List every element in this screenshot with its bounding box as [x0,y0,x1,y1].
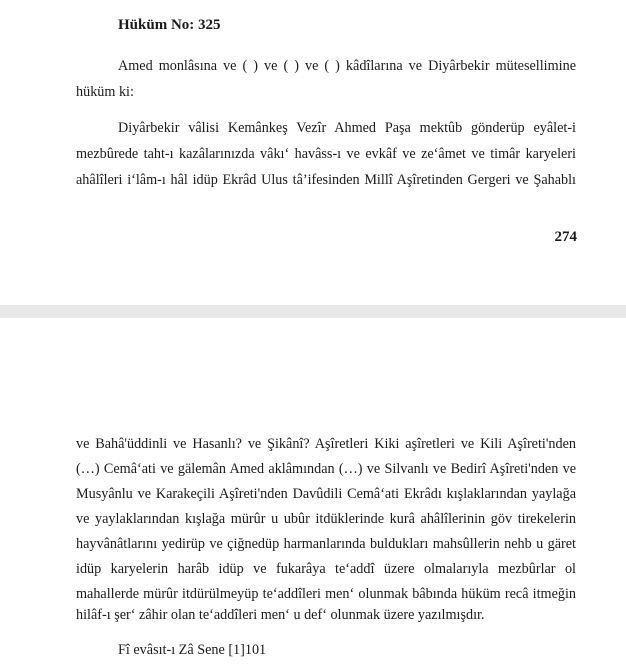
body-line: mezbûrede taht-ı kazâlarınızda vâkı‘ havâss-ı ve evkâf ve ze‘âmet ve timâr karyeleri [76,146,576,162]
body-line: hilâf-ı şer‘ zâhir olan te‘addîleri men‘ u def‘ olunmak üzere yazılmışdır. [76,607,485,623]
document-page-top [0,0,626,305]
body-line: idüp karyelerin harâb idüp ve fukarâya te‘addî üzere olmalarıyla mezbûrlar ol [76,561,576,577]
page-separator [0,305,626,318]
body-line: Diyârbekir vâlisi Kemânkeş Vezîr Ahmed Paşa mektûb gönderüp eyâlet-i [118,120,576,136]
document-page-bottom [0,318,626,664]
body-line: ve yaylaklarından kışlağa mürûr u ubûr itdüklerinde kurâ ahâlîlerinin göv tirekelerin [76,511,576,527]
date-line: Fî evâsıt-ı Zâ Sene [1]101 [118,642,267,658]
address-line: Amed monlâsına ve ( ) ve ( ) ve ( ) kâdîlarına ve Diyârbekir mütesellimine [118,58,576,74]
address-line: hüküm ki: [76,84,134,100]
body-line: hayvânâtlarını yedirüp ve çiğnedüp harmanlarında buldukları mahsûllerin nehb u gäret [76,536,576,552]
body-line: mahallerde mürûr itdürülmeyüp te‘addîleri men‘ olunmak bâbında hüküm recâ itmeğin [76,586,576,602]
body-line: ve Bahâ'üddinli ve Hasanlı? ve Şikânî? Aşîretleri Kiki aşîretleri ve Kili Aşîreti'nden [76,436,576,452]
hukum-title: Hüküm No: 325 [118,17,221,33]
body-line: ahâlîleri i‘lâm-ı hâl idüp Ekrâd Ulus tâ’ifesinden Millî Aşîretinden Gergeri ve Şahablı [76,172,576,188]
page-number: 274 [554,229,577,245]
body-line: Musyânlu ve Karakeçili Aşîreti'nden Davûdili Cemâ‘ati Ekrâdı kışlaklarından yaylağa [76,486,576,502]
body-line: (…) Cemâ‘ati ve gälemân Amed aklâmından (…) ve Silvanlı ve Bedirî Aşîreti'nden ve [76,461,576,477]
